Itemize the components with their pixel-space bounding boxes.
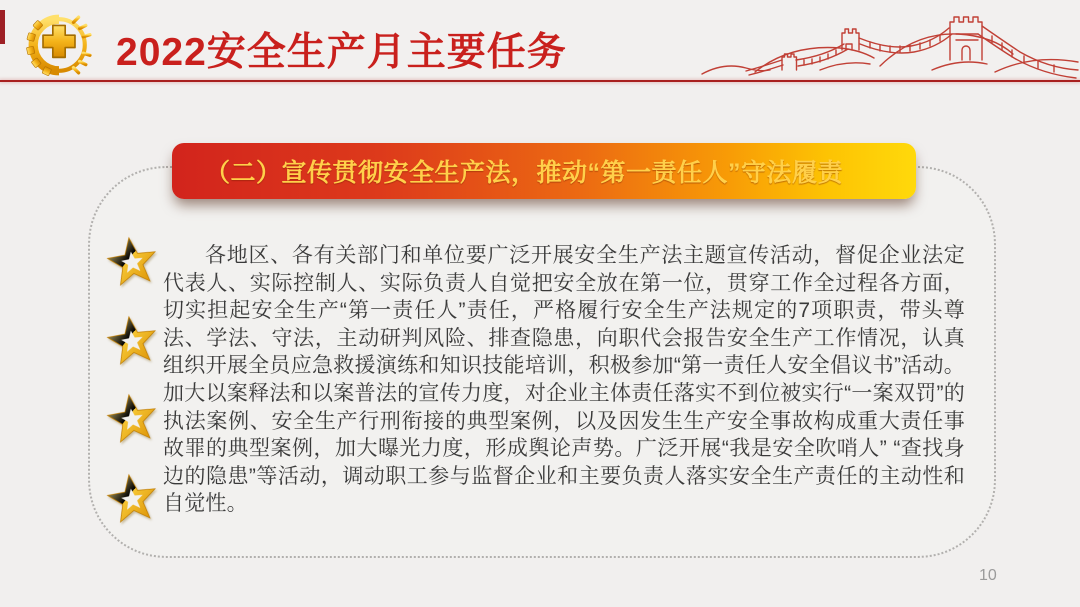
star-bullet-icon xyxy=(100,465,163,528)
page-title: 2022安全生产月主要任务 xyxy=(116,31,567,74)
star-bullet-icon xyxy=(100,307,163,370)
page-number: 10 xyxy=(979,567,997,584)
safety-production-emblem-icon xyxy=(26,12,92,78)
section-banner xyxy=(172,143,916,199)
star-bullet-icon xyxy=(100,228,163,291)
section-banner-label: （二）宣传贯彻安全生产法，推动“第一责任人”守法履责 xyxy=(205,159,844,187)
slide-header xyxy=(0,0,1080,82)
great-wall-icon xyxy=(700,0,1080,80)
body-paragraph: 各地区、各有关部门和单位要广泛开展安全生产法主题宣传活动，督促企业法定代表人、实际控制人、实际负责人自觉把安全放在第一位，贯穿工作全过程各方面，切实担起安全生产“第一责任人”责任，严格履行安全生产法规定的7项职责，带头尊法、学法、守法，主动研判风险、排查隐患，向职代会报告安全生产工作情况，认真组织开展全员应急救援演练和知识技能培训，积极参加“第一责任人安全倡议书”活动。加大以案释法和以案普法的宣传力度，对企业主体责任落实不到位被实行“一案双罚”的执法案例、安全生产行刑衔接的典型案例，以及因发生生产安全事故构成重大责任事故罪的典型案例，加大曝光力度，形成舆论声势。广泛开展“我是安全吹哨人” “查找身边的隐患”等活动，调动职工参与监督企业和主要负责人落实安全生产责任的主动性和自觉性。 xyxy=(163,244,965,516)
star-bullet-icon xyxy=(100,385,163,448)
header-underline xyxy=(0,80,1080,82)
left-edge-accent xyxy=(0,10,5,44)
